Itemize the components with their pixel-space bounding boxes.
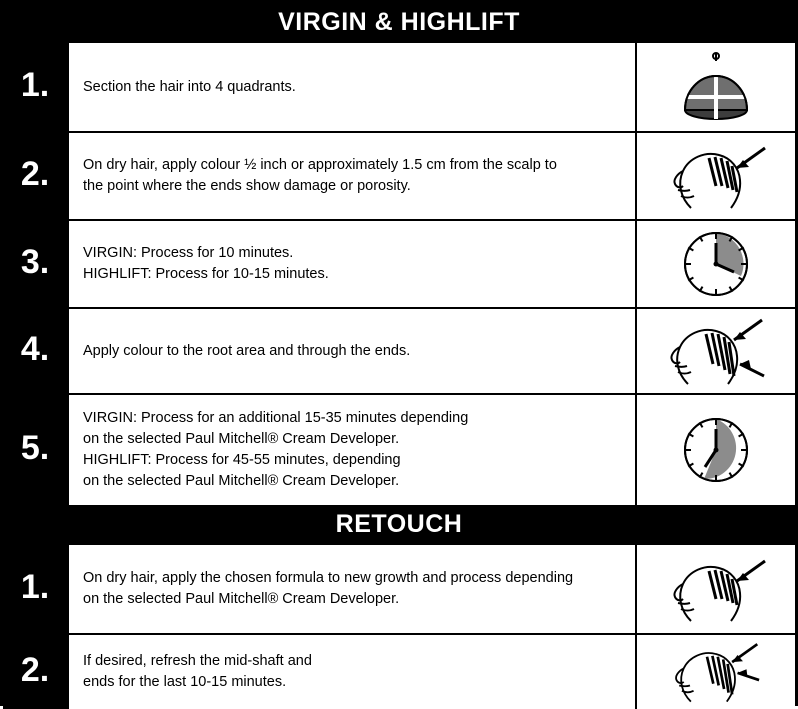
step-text-line: VIRGIN: Process for an additional 15-35 minutes depending	[83, 410, 469, 426]
step-text	[67, 221, 637, 307]
table-row	[3, 221, 795, 307]
step-number: 2.	[3, 133, 67, 219]
step-text	[67, 309, 637, 393]
step-text-line: Section the hair into 4 quadrants.	[83, 78, 296, 95]
head-quadrants-icon	[637, 43, 795, 131]
step-text-line: on the selected Paul Mitchell® Cream Developer.	[83, 431, 400, 447]
step-text-line: On dry hair, apply the chosen formula to new growth and process depending	[83, 570, 574, 586]
step-text	[67, 395, 637, 505]
step-text-line: VIRGIN: Process for 10 minutes.	[83, 245, 294, 261]
step-text-line: HIGHLIFT: Process for 45-55 minutes, depending	[83, 452, 401, 468]
step-number: 1.	[3, 43, 67, 131]
step-number: 1.	[3, 545, 67, 633]
step-number: 2.	[3, 635, 67, 709]
step-text-line: If desired, refresh the mid-shaft and	[83, 653, 312, 669]
table-row	[3, 635, 795, 709]
head-profile-arrow-icon	[637, 545, 795, 633]
step-number: 3.	[3, 221, 67, 307]
step-text-line: on the selected Paul Mitchell® Cream Developer.	[83, 473, 400, 489]
table-row	[3, 309, 795, 393]
step-text-line: HIGHLIFT: Process for 10-15 minutes.	[83, 266, 329, 282]
step-text-line: the point where the ends show damage or porosity.	[83, 178, 411, 194]
step-text-line: ends for the last 10-15 minutes.	[83, 674, 287, 690]
step-text	[67, 133, 637, 219]
step-text-line: on the selected Paul Mitchell® Cream Developer.	[83, 591, 400, 607]
step-number: 4.	[3, 309, 67, 393]
section-header-virgin-highlift: VIRGIN & HIGHLIFT	[3, 3, 795, 43]
step-text-line: On dry hair, apply colour ½ inch or approximately 1.5 cm from the scalp to	[83, 157, 557, 173]
table-row	[3, 43, 795, 131]
step-text	[67, 635, 637, 709]
head-profile-two-arrows-icon	[637, 309, 795, 393]
head-profile-arrow-icon	[637, 133, 795, 219]
table-row	[3, 545, 795, 633]
step-text	[67, 545, 637, 633]
section-header-retouch: RETOUCH	[3, 505, 795, 545]
table-row	[3, 133, 795, 219]
step-text	[67, 43, 637, 131]
table-row	[3, 395, 795, 505]
head-profile-two-arrows-icon	[637, 635, 795, 709]
step-number: 5.	[3, 395, 67, 505]
step-text-line: Apply colour to the root area and through the ends.	[83, 342, 411, 359]
clock-quarter-icon	[637, 221, 795, 307]
clock-half-icon	[637, 395, 795, 505]
